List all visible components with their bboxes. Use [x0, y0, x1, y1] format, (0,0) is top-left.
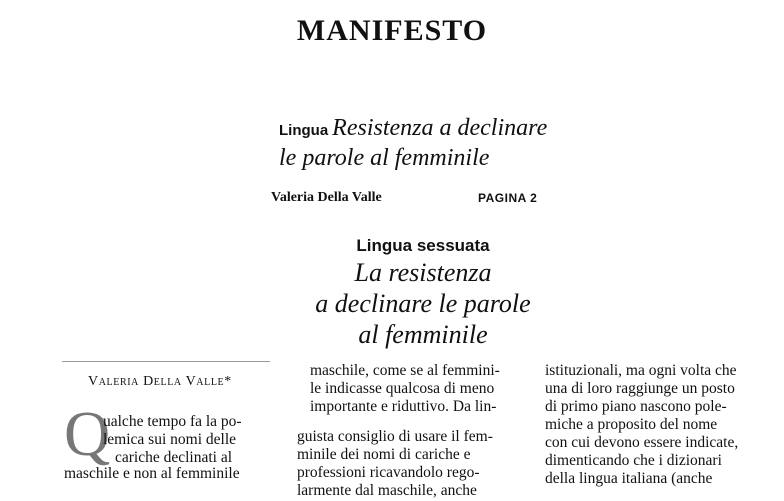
col2-line: importante e riduttivo. Da lin- — [310, 398, 497, 415]
teaser-title-line-1 — [279, 114, 547, 145]
col1-line: cariche declinati al — [115, 449, 233, 466]
article-author: Valeria Della Valle* — [88, 374, 232, 389]
teaser-kicker: Lingua — [279, 122, 329, 139]
article-headline-line-3: al femminile — [358, 320, 488, 349]
teaser-byline: Valeria Della Valle — [271, 190, 382, 205]
article-headline-line-1: La resistenza — [354, 258, 492, 287]
col1-line: maschile e non al femminile — [64, 465, 240, 482]
article-headline-line-2: a declinare le parole — [315, 289, 531, 318]
masthead: MANIFESTO — [296, 14, 488, 47]
article-kicker: Lingua sessuata — [356, 236, 490, 255]
col1-line: ualche tempo fa la po- — [103, 413, 242, 430]
col2-line: le indicasse qualcosa di meno — [310, 380, 495, 397]
col2-line: guista consiglio di usare il fem- — [297, 428, 493, 445]
col3-line: dimenticando che i dizionari — [545, 452, 722, 469]
col2-line: maschile, come se al femmini- — [310, 362, 500, 379]
col2-line: minile dei nomi di cariche e — [297, 446, 471, 463]
col2-line: larmente dal maschile, anche — [297, 482, 477, 499]
col3-line: istituzionali, ma ogni volta che — [545, 362, 737, 379]
col2-line: professioni ricavandolo rego- — [297, 464, 480, 481]
col1-line: lemica sui nomi delle — [103, 431, 237, 448]
divider-rule — [62, 361, 270, 362]
drop-cap: Q — [64, 398, 111, 469]
teaser-title-part-1: Resistenza a declinare — [332, 115, 548, 141]
col3-line: di primo piano nascono pole- — [545, 398, 727, 415]
col3-line: con cui devono essere indicate, — [545, 434, 739, 451]
teaser-title-line-2: le parole al femminile — [279, 145, 490, 171]
col3-line: una di loro raggiunge un posto — [545, 380, 735, 397]
col3-line: miche a proposito del nome — [545, 416, 718, 433]
col3-line: della lingua italiana (anche — [545, 470, 713, 487]
page-reference: PAGINA 2 — [478, 191, 538, 205]
